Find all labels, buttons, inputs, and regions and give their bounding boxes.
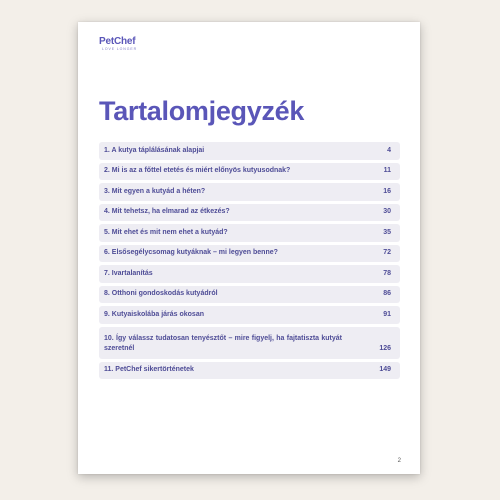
toc-label: 3. Mit egyen a kutyád a héten? xyxy=(104,187,206,195)
logo-tagline: LOVE LONGER xyxy=(102,47,137,51)
logo-name: PetChef xyxy=(99,36,136,47)
toc-label: 9. Kutyaiskolába járás okosan xyxy=(104,310,204,318)
toc-row-7[interactable] xyxy=(99,265,400,283)
toc-page-number: 149 xyxy=(379,366,391,374)
toc-page-number: 35 xyxy=(383,228,391,236)
page-number: 2 xyxy=(397,458,401,464)
toc-row-10[interactable] xyxy=(99,327,400,359)
toc-page-number: 4 xyxy=(387,146,391,154)
toc-label: 11. PetChef sikertörténetek xyxy=(104,366,194,374)
page-title: Tartalomjegyzék xyxy=(99,96,305,126)
toc-page-number: 86 xyxy=(383,290,391,298)
table-of-contents xyxy=(99,142,400,382)
toc-row-6[interactable] xyxy=(99,245,400,263)
toc-label: 4. Mit tehetsz, ha elmarad az étkezés? xyxy=(104,208,230,216)
toc-row-5[interactable] xyxy=(99,224,400,242)
toc-label: 6. Elsősegélycsomag kutyáknak – mi legyen benne? xyxy=(104,249,278,257)
toc-label: 7. Ivartalanítás xyxy=(104,269,153,277)
toc-label: 8. Otthoni gondoskodás kutyádról xyxy=(104,290,218,298)
toc-label: 2. Mi is az a főttel etetés és miért előnyös kutyusodnak? xyxy=(104,167,291,175)
toc-page-number: 126 xyxy=(379,344,391,352)
toc-label: 10. Így válassz tudatosan tenyésztőt – mire figyelj, ha fajtatiszta kutyát szeretnél xyxy=(104,334,342,352)
petchef-logo xyxy=(99,36,159,52)
toc-row-8[interactable] xyxy=(99,286,400,304)
toc-page-number: 78 xyxy=(383,269,391,277)
toc-row-4[interactable] xyxy=(99,204,400,222)
toc-page-number: 91 xyxy=(383,310,391,318)
toc-row-9[interactable] xyxy=(99,306,400,324)
toc-page-number: 11 xyxy=(383,167,391,175)
toc-row-1[interactable] xyxy=(99,142,400,160)
toc-label: 1. A kutya táplálásának alapjai xyxy=(104,146,205,154)
toc-row-11[interactable] xyxy=(99,362,400,380)
toc-label: 5. Mit ehet és mit nem ehet a kutyád? xyxy=(104,228,228,236)
document-page xyxy=(78,22,420,474)
toc-page-number: 72 xyxy=(383,249,391,257)
toc-page-number: 30 xyxy=(383,208,391,216)
toc-page-number: 16 xyxy=(383,187,391,195)
toc-row-2[interactable] xyxy=(99,163,400,181)
toc-row-3[interactable] xyxy=(99,183,400,201)
